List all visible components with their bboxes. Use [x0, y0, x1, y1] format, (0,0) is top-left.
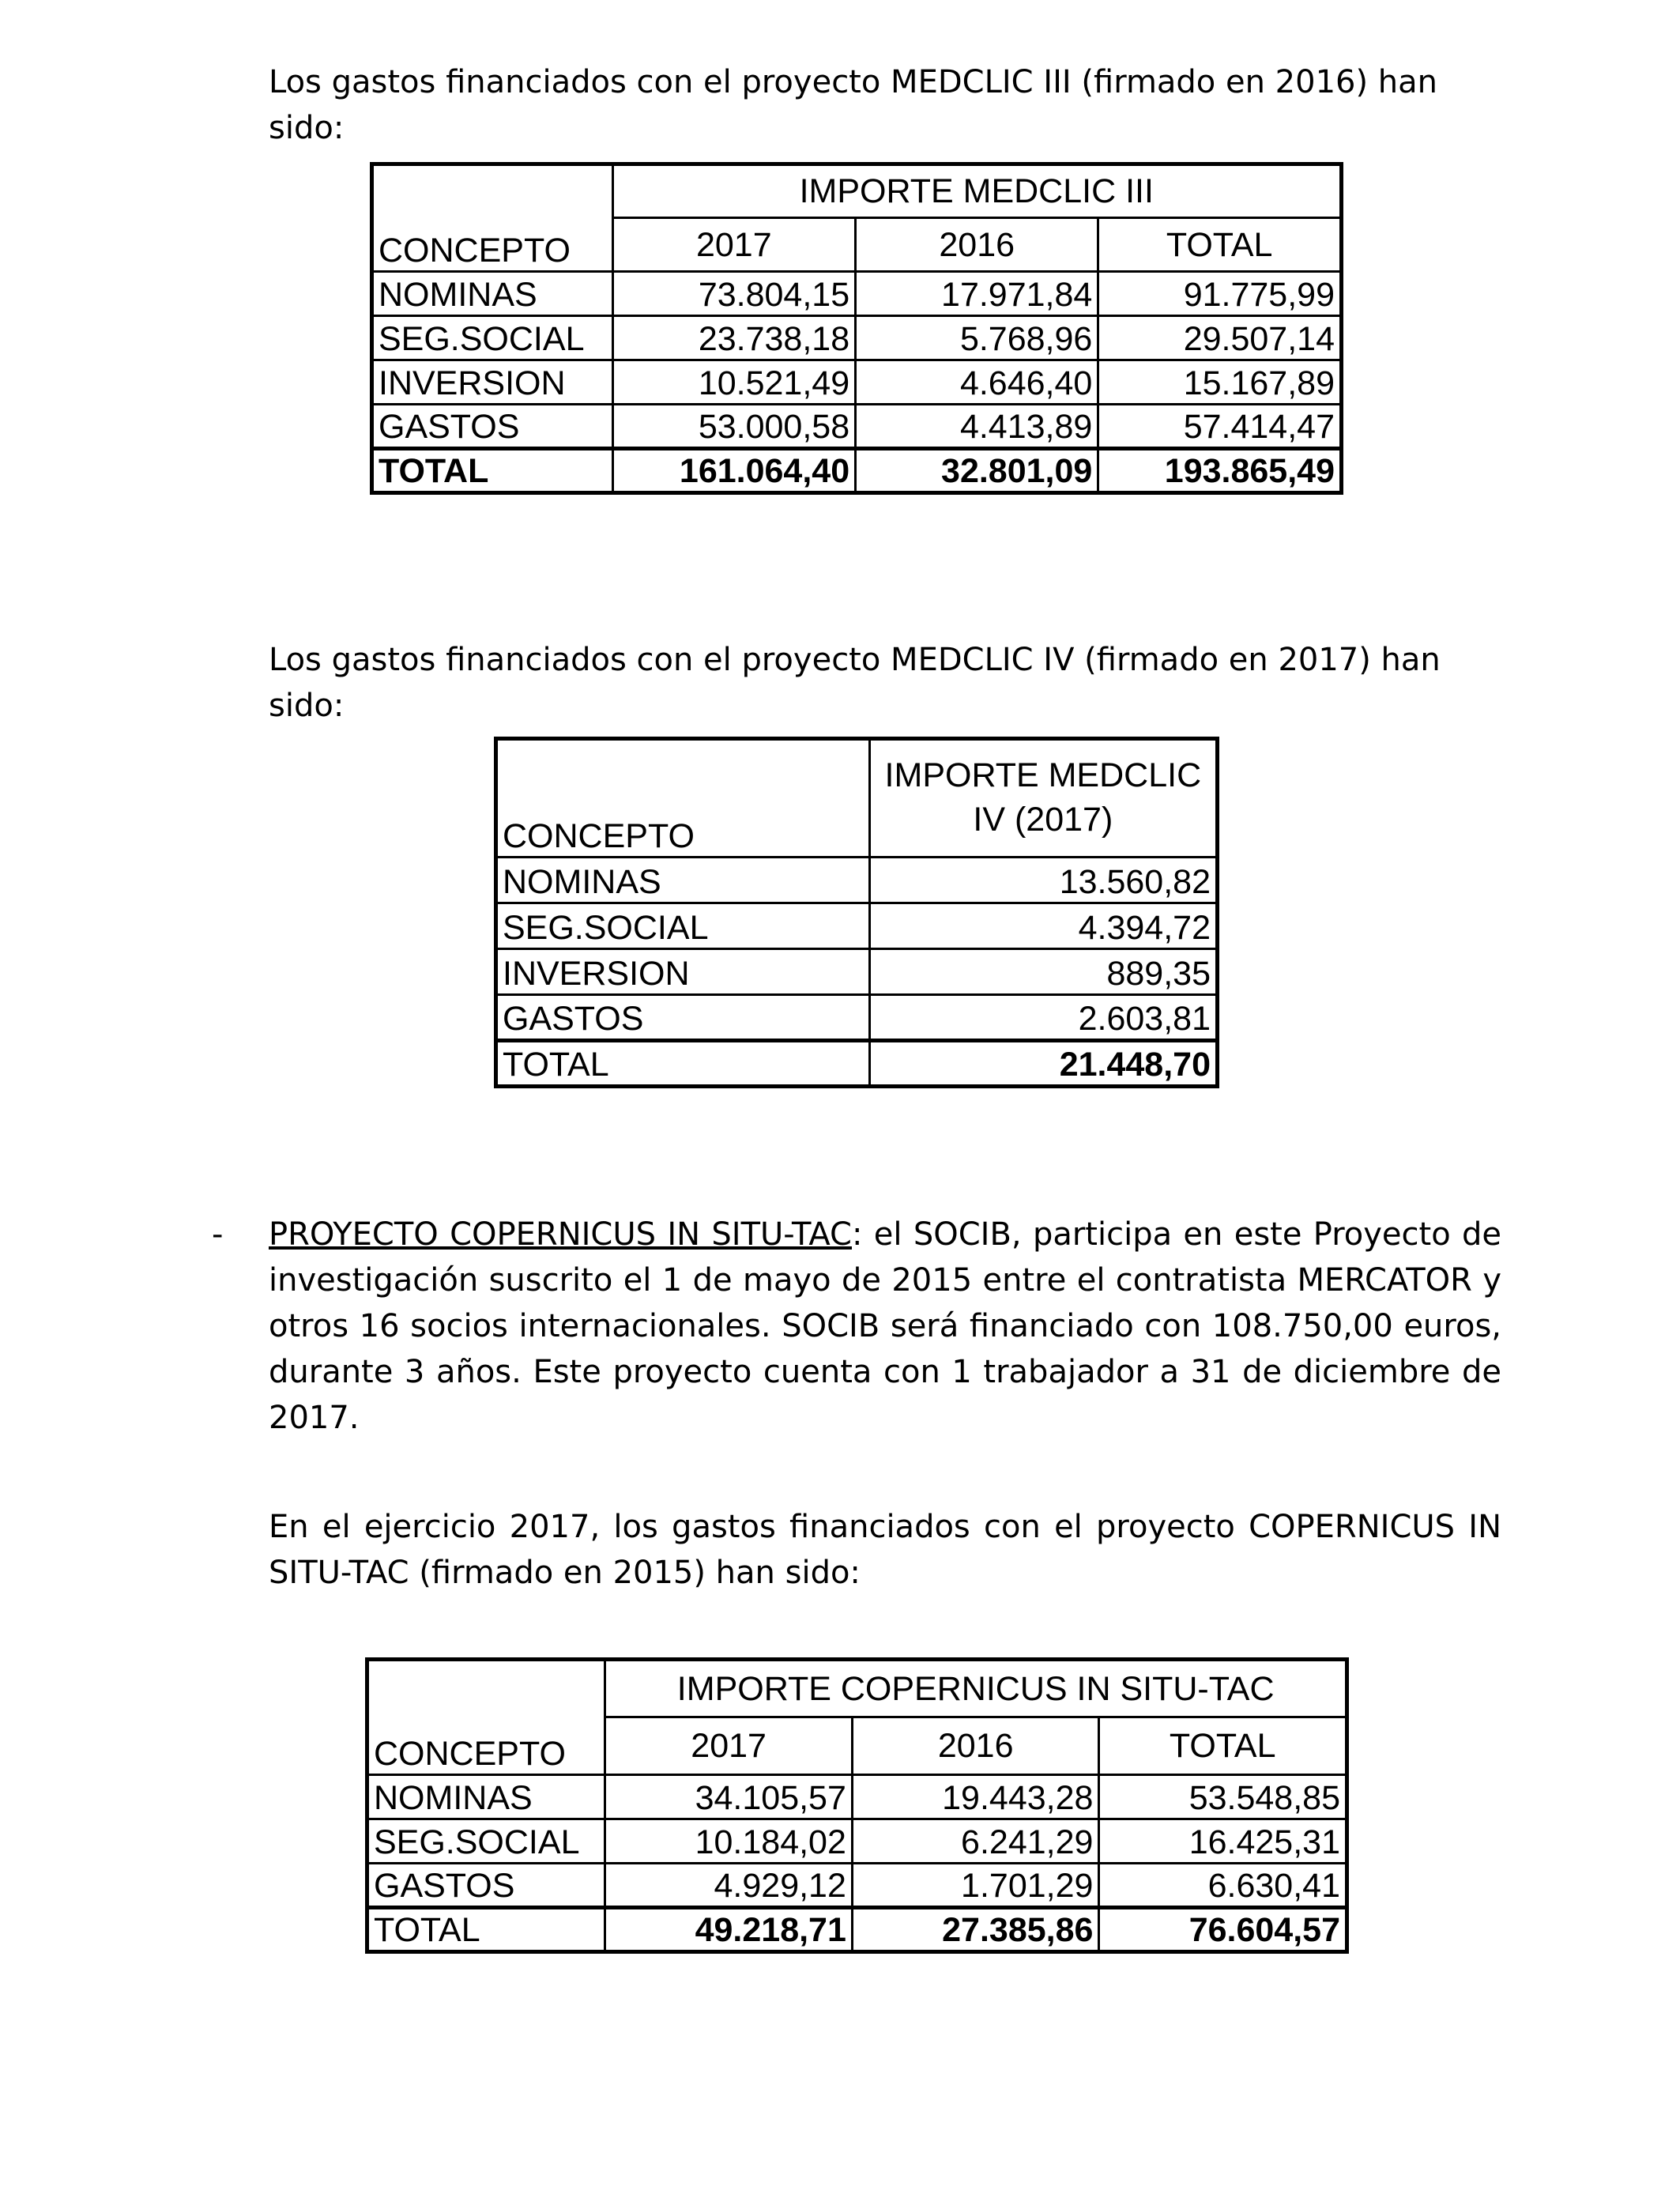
cell-value: 4.413,89: [856, 405, 1098, 449]
cell-value: 6.241,29: [852, 1819, 1099, 1864]
table-row: [372, 272, 1342, 316]
table-row: [367, 1775, 1347, 1819]
concept-header: CONCEPTO: [496, 739, 870, 858]
col-header-2017: 2017: [612, 218, 856, 272]
cell-value: 889,35: [869, 949, 1217, 995]
total-label: TOTAL: [367, 1908, 605, 1952]
cell-value: 73.804,15: [612, 272, 856, 316]
intro-medclic3: Los gastos financiados con el proyecto MEDCLIC III (firmado en 2016) han sido:: [269, 64, 1438, 146]
list-bullet: -: [212, 1216, 224, 1253]
group-header: IMPORTE COPERNICUS IN SITU-TAC: [605, 1660, 1347, 1717]
copernicus-description: [269, 1212, 1501, 1441]
concept-header: CONCEPTO: [367, 1660, 605, 1775]
row-concept: SEG.SOCIAL: [496, 903, 870, 949]
table-row: [372, 316, 1342, 360]
table-row: [372, 405, 1342, 449]
table-medclic3: [370, 162, 1343, 495]
col-header-total: TOTAL: [1099, 1717, 1347, 1775]
table-row: [367, 1864, 1347, 1908]
total-value: 76.604,57: [1099, 1908, 1347, 1952]
cell-value: 34.105,57: [605, 1775, 853, 1819]
cell-value: 4.646,40: [856, 360, 1098, 405]
total-row: [496, 1041, 1218, 1087]
col-header-total: TOTAL: [1098, 218, 1342, 272]
cell-value: 19.443,28: [852, 1775, 1099, 1819]
row-concept: GASTOS: [367, 1864, 605, 1908]
table-row: [496, 949, 1218, 995]
concept-header: CONCEPTO: [372, 164, 613, 272]
group-header: IMPORTE MEDCLIC III: [612, 164, 1342, 218]
col-header-2017: 2017: [605, 1717, 853, 1775]
row-concept: GASTOS: [496, 995, 870, 1041]
total-row: [367, 1908, 1347, 1952]
cell-value: 10.521,49: [612, 360, 856, 405]
cell-value: 57.414,47: [1098, 405, 1342, 449]
cell-value: 2.603,81: [869, 995, 1217, 1041]
cell-value: 13.560,82: [869, 858, 1217, 903]
table-row: [496, 903, 1218, 949]
table-row: [372, 360, 1342, 405]
cell-value: 53.000,58: [612, 405, 856, 449]
cell-value: 15.167,89: [1098, 360, 1342, 405]
copernicus-body: : el SOCIB, participa en este Proyecto de investigación suscrito el 1 de mayo de 2015 entre el contratista MERCATOR y otros 16 socios internacionales. SOCIB será financiado con 108.750,00 euros, durante 3 años. Este proyecto cuenta con 1 trabajador a 31 de diciembre de 2017.: [269, 1216, 1502, 1436]
table-copernicus: [365, 1657, 1349, 1954]
total-value: 49.218,71: [605, 1908, 853, 1952]
cell-value: 53.548,85: [1099, 1775, 1347, 1819]
table-row: [367, 1819, 1347, 1864]
total-label: TOTAL: [496, 1041, 870, 1087]
total-value: 32.801,09: [856, 449, 1098, 493]
copernicus-title: PROYECTO COPERNICUS IN SITU-TAC: [269, 1216, 852, 1253]
intro-copernicus: En el ejercicio 2017, los gastos financiados con el proyecto COPERNICUS IN SITU-TAC (firmado en 2015) han sido:: [269, 1509, 1501, 1591]
total-value: 161.064,40: [612, 449, 856, 493]
cell-value: 91.775,99: [1098, 272, 1342, 316]
cell-value: 4.394,72: [869, 903, 1217, 949]
cell-value: 5.768,96: [856, 316, 1098, 360]
row-concept: GASTOS: [372, 405, 613, 449]
row-concept: SEG.SOCIAL: [372, 316, 613, 360]
intro-medclic4: Los gastos financiados con el proyecto MEDCLIC IV (firmado en 2017) han sido:: [269, 642, 1441, 724]
cell-value: 6.630,41: [1099, 1864, 1347, 1908]
row-concept: NOMINAS: [372, 272, 613, 316]
cell-value: 4.929,12: [605, 1864, 853, 1908]
total-value: 21.448,70: [869, 1041, 1217, 1087]
row-concept: INVERSION: [496, 949, 870, 995]
row-concept: SEG.SOCIAL: [367, 1819, 605, 1864]
row-concept: INVERSION: [372, 360, 613, 405]
total-label: TOTAL: [372, 449, 613, 493]
total-value: 27.385,86: [852, 1908, 1099, 1952]
value-header: IMPORTE MEDCLIC IV (2017): [869, 739, 1217, 858]
col-header-2016: 2016: [856, 218, 1098, 272]
table-row: [496, 858, 1218, 903]
cell-value: 29.507,14: [1098, 316, 1342, 360]
cell-value: 10.184,02: [605, 1819, 853, 1864]
row-concept: NOMINAS: [367, 1775, 605, 1819]
total-value: 193.865,49: [1098, 449, 1342, 493]
cell-value: 1.701,29: [852, 1864, 1099, 1908]
cell-value: 17.971,84: [856, 272, 1098, 316]
table-row: [496, 995, 1218, 1041]
table-medclic4: [494, 737, 1219, 1088]
col-header-2016: 2016: [852, 1717, 1099, 1775]
total-row: [372, 449, 1342, 493]
row-concept: NOMINAS: [496, 858, 870, 903]
cell-value: 23.738,18: [612, 316, 856, 360]
cell-value: 16.425,31: [1099, 1819, 1347, 1864]
